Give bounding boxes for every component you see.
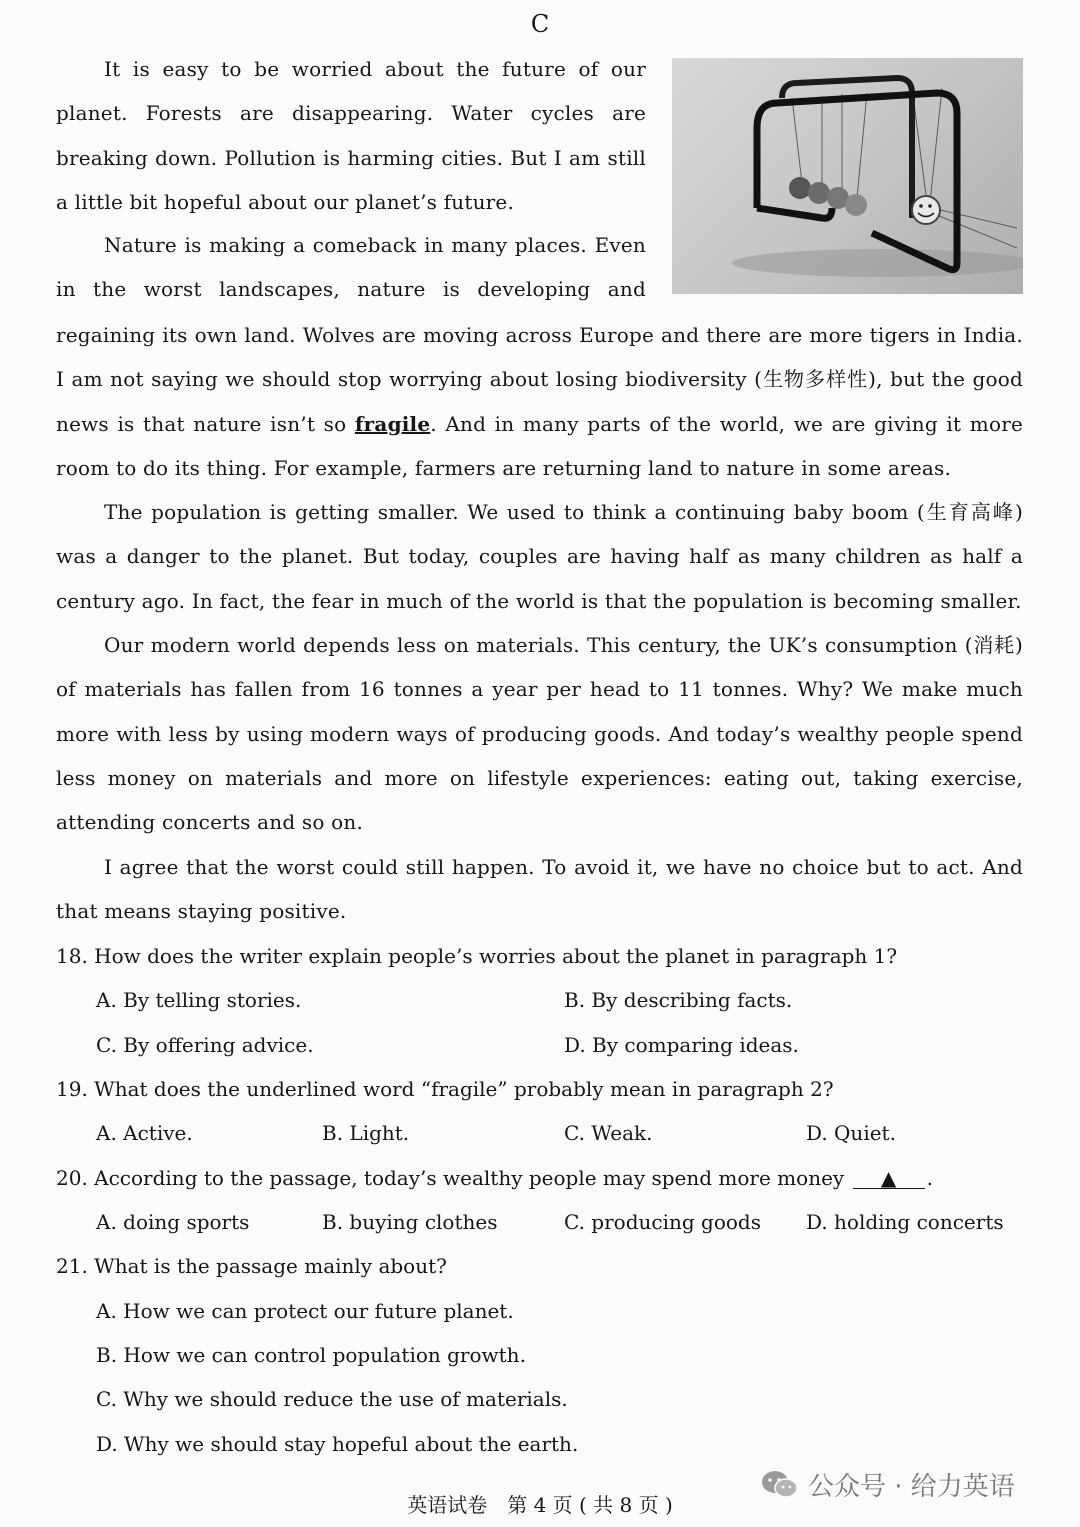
paragraph-2-text-before: regaining its own land. Wolves are moving across Europe and there are more tigers in India. I am not saying we should stop worrying about losing biodiversity (生物多样性), but the good news is that nature isn’t so [56, 323, 1023, 436]
question-21-option-d[interactable]: D. Why we should stay hopeful about the earth. [96, 1432, 579, 1456]
question-19-option-c[interactable]: C. Weak. [564, 1121, 653, 1145]
question-19-option-a[interactable]: A. Active. [96, 1121, 193, 1145]
question-21-option-a[interactable]: A. How we can protect our future planet. [96, 1299, 514, 1323]
question-18-stem: 18. How does the writer explain people’s worries about the planet in paragraph 1? [56, 944, 898, 968]
question-18-option-d[interactable]: D. By comparing ideas. [564, 1033, 799, 1057]
paragraph-2-rest [56, 313, 1023, 490]
question-19-option-b[interactable]: B. Light. [322, 1121, 410, 1145]
newtons-cradle-icon [672, 58, 1023, 294]
paragraph-2-top: Nature is making a comeback in many places. Even in the worst landscapes, nature is developing and [56, 233, 646, 302]
question-18-option-b[interactable]: B. By describing facts. [564, 988, 793, 1012]
paragraph-3: The population is getting smaller. We used to think a continuing baby boom (生育高峰) was a danger to the planet. But today, couples are having half as many children as half a century ago. In fact, the fear in much of the world is that the population is becoming smaller. [56, 500, 1023, 613]
question-21-stem: 21. What is the passage mainly about? [56, 1254, 447, 1278]
question-20-option-c[interactable]: C. producing goods [564, 1210, 761, 1234]
paragraph-1: It is easy to be worried about the future of our planet. Forests are disappearing. Water cycles are breaking down. Pollution is harming cities. But I am still a little bit hopeful about our planet’s future. [56, 57, 646, 214]
question-20-period: . [926, 1166, 933, 1190]
answer-blank[interactable]: ▲ [853, 1168, 925, 1189]
question-20-stem [56, 1165, 1023, 1191]
question-18-option-a[interactable]: A. By telling stories. [96, 988, 302, 1012]
question-19-stem: 19. What does the underlined word “fragile” probably mean in paragraph 2? [56, 1077, 834, 1101]
watermark-text: 公众号 · 给力英语 [808, 1472, 1015, 1502]
paragraph-4: Our modern world depends less on materials. This century, the UK’s consumption (消耗) of materials has fallen from 16 tonnes a year per head to 11 tonnes. Why? We make much more with less by using modern ways of producing goods. And today’s wealthy people spend less money on materials and more on lifestyle experiences: eating out, taking exercise, attending concerts and so on. [56, 633, 1023, 835]
question-19-option-d[interactable]: D. Quiet. [806, 1121, 896, 1145]
paragraph-5: I agree that the worst could still happen. To avoid it, we have no choice but to act. And that means staying positive. [56, 855, 1023, 924]
question-20-option-b[interactable]: B. buying clothes [322, 1210, 498, 1234]
question-21-option-b[interactable]: B. How we can control population growth. [96, 1343, 526, 1367]
question-18-option-c[interactable]: C. By offering advice. [96, 1033, 314, 1057]
newtons-cradle-illustration [672, 58, 1023, 294]
section-letter: C [530, 10, 550, 38]
question-21-option-c[interactable]: C. Why we should reduce the use of materials. [96, 1387, 568, 1411]
question-20-stem-text: 20. According to the passage, today’s wealthy people may spend more money [56, 1166, 845, 1190]
question-20-option-a[interactable]: A. doing sports [96, 1210, 250, 1234]
question-20-option-d[interactable]: D. holding concerts [806, 1210, 1004, 1234]
underlined-word-fragile: fragile [354, 411, 431, 436]
page-footer: 英语试卷 第 4 页 ( 共 8 页 ) [407, 1493, 673, 1517]
paragraph-2-text-after: . And in many parts of the world, we are giving it more room to do its thing. For example, farmers are returning land to nature in some areas. [56, 411, 1023, 480]
